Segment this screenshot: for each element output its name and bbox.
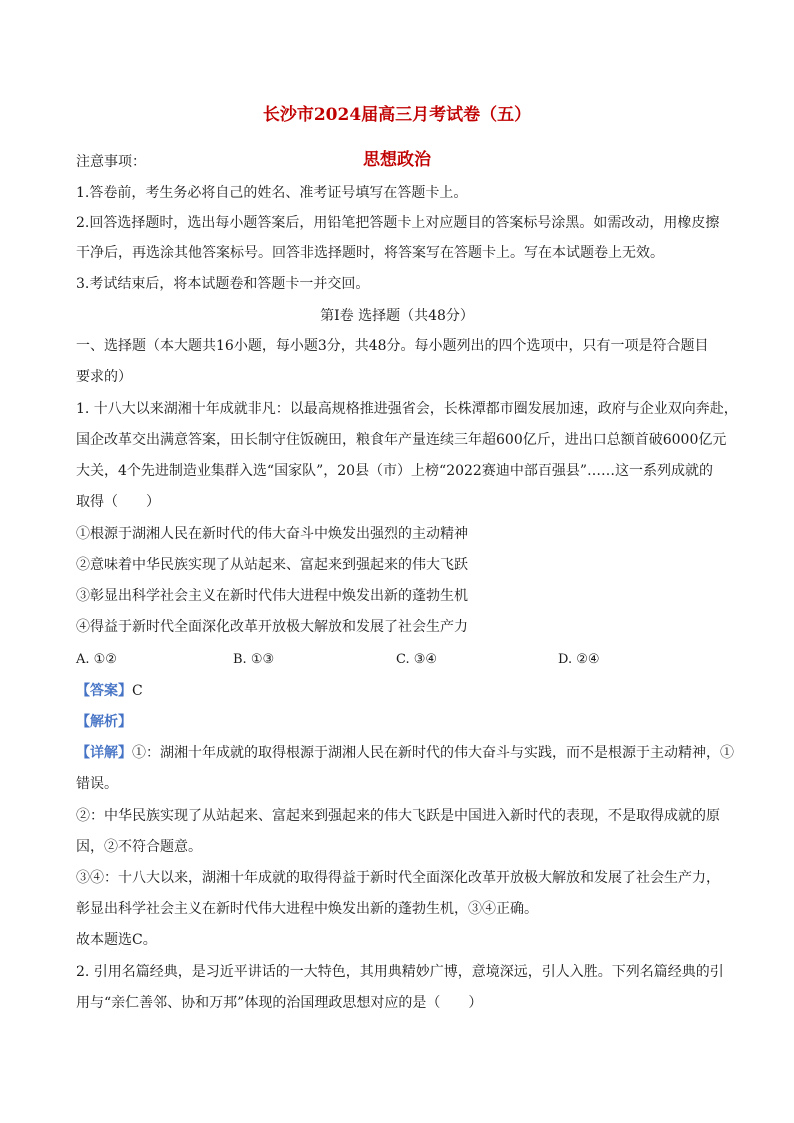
- statement-3: ③彰显出科学社会主义在新时代伟大进程中焕发出新的蓬勃生机: [76, 588, 468, 604]
- analysis-tag: 【解析】: [76, 714, 132, 730]
- answer-value: C: [132, 683, 143, 699]
- answer-line: [76, 681, 726, 701]
- section-intro: 一、选择题（本大题共16小题，每小题3分，共48分。每小题列出的四个选项中，只有一项是符合题目: [76, 338, 709, 354]
- exam-title: 长沙市2024届高三月考试卷（五）: [262, 105, 532, 125]
- question-2-stem: 2. 引用名篇经典，是习近平讲话的一大特色，其用典精妙广博，意境深远，引人入胜。下列名篇经典的引: [76, 964, 724, 980]
- notice-heading: 注意事项：: [76, 154, 146, 170]
- statement-2: ②意味着中华民族实现了从站起来、富起来到强起来的伟大飞跃: [76, 557, 468, 573]
- detail-tag: 【详解】: [76, 745, 132, 761]
- notice-item: 3.考试结束后，将本试题卷和答题卡一并交回。: [76, 276, 370, 292]
- section-title: 第Ⅰ卷 选择题（共48分）: [320, 308, 474, 324]
- analysis-line: ②：中华民族实现了从站起来、富起来到强起来的伟大飞跃是中国进入新时代的表现，不是取得成就的原: [76, 808, 720, 824]
- answer-tag: 【答案】: [76, 683, 132, 699]
- analysis-conclusion: 故本题选C。: [76, 932, 157, 948]
- option-a: A. ①②: [76, 652, 117, 667]
- analysis-line: 错误。: [76, 776, 118, 792]
- notice-item: 干净后，再选涂其他答案标号。回答非选择题时，将答案写在答题卡上。写在本试题卷上无效。: [76, 245, 664, 261]
- section-intro: 要求的）: [76, 369, 132, 385]
- statement-1: ①根源于湖湘人民在新时代的伟大奋斗中焕发出强烈的主动精神: [76, 526, 468, 542]
- analysis-line: ③④：十八大以来，湖湘十年成就的取得得益于新时代全面深化改革开放极大解放和发展了社会生产力，: [76, 870, 720, 886]
- question-1-stem: 大关，4个先进制造业集群入选“国家队”，20县（市）上榜“2022赛迪中部百强县”……这一系列成就的: [76, 463, 713, 479]
- option-c: C. ③④: [396, 652, 438, 667]
- question-2-stem: 用与“亲仁善邻、协和万邦”体现的治国理政思想对应的是（ ）: [76, 995, 483, 1011]
- analysis-heading: [76, 712, 726, 732]
- analysis-line: 因，②不符合题意。: [76, 839, 202, 855]
- analysis-line: [76, 743, 734, 763]
- option-d: D. ②④: [558, 652, 600, 667]
- option-b: B. ①③: [233, 652, 275, 667]
- analysis-line: 彰显出科学社会主义在新时代伟大进程中焕发出新的蓬勃生机，③④正确。: [76, 901, 538, 917]
- question-1-stem: 1. 十八大以来湖湘十年成就非凡：以最高规格推进强省会，长株潭都市圈发展加速，政府与企业双向奔赴，: [76, 401, 738, 417]
- question-1-stem: 国企改革交出满意答案，田长制守住饭碗田，粮食年产量连续三年超600亿斤，进出口总额首破6000亿元: [76, 432, 727, 448]
- notice-item: 2.回答选择题时，选出每小题答案后，用铅笔把答题卡上对应题目的答案标号涂黑。如需改动，用橡皮擦: [76, 215, 720, 231]
- notice-item: 1.答卷前，考生务必将自己的姓名、准考证号填写在答题卡上。: [76, 185, 468, 201]
- analysis-text: ①：湖湘十年成就的取得根源于湖湘人民在新时代的伟大奋斗与实践，而不是根源于主动精神，①: [132, 745, 734, 761]
- subject-title: 思想政治: [363, 150, 431, 170]
- question-1-stem: 取得（ ）: [76, 494, 160, 510]
- statement-4: ④得益于新时代全面深化改革开放极大解放和发展了社会生产力: [76, 619, 468, 635]
